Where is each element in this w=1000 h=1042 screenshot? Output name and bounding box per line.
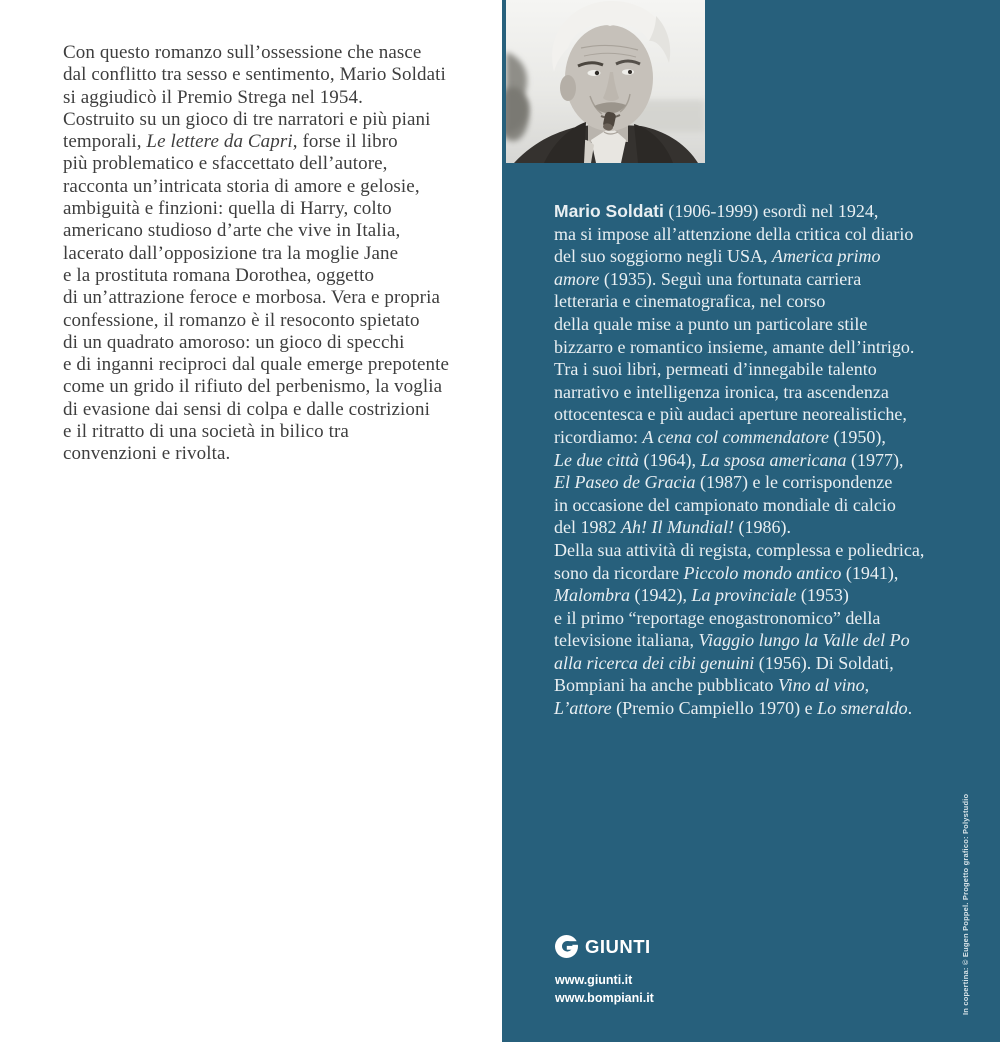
publisher-urls xyxy=(555,971,654,1007)
giunti-g-icon xyxy=(555,935,578,958)
bio-text: Mario Soldati (1906-1999) esordì nel 1924, ma si impose all’attenzione della critica col diario del suo soggiorno negli USA, America primo amore (1935). Seguì una fortunata carriera letteraria e cinematografica, nel corso della quale mise a punto un particolare stile bizzarro e romantico insieme, amante dell’intrigo. Tra i suoi libri, permeati d’innegabile talento narrativo e intelligenza ironica, tra ascendenza ottocentesca e più audaci aperture neorealistiche, ricordiamo: A cena col commendatore (1950), Le due città (1964), La sposa americana (1977), El Paseo de Gracia (1987) e le corrispondenze in occasione del campionato mondiale di calcio del 1982 Ah! Il Mundial! (1986). Della sua attività di regista, complessa e poliedrica, sono da ricordare Piccolo mondo antico (1941), Malombra (1942), La provinciale (1953) e il primo “reportage enogastronomico” della televisione italiana, Viaggio lungo la Valle del Po alla ricerca dei cibi genuini (1956). Di Soldati, Bompiani ha anche pubblicato Vino al vino, L’attore (Premio Campiello 1970) e Lo smeraldo. xyxy=(554,201,925,719)
bio-panel xyxy=(502,0,1000,1042)
synopsis-text: Con questo romanzo sull’ossessione che nasce dal conflitto tra sesso e sentimento, Mario Soldati si aggiudicò il Premio Strega nel 1954. Costruito su un gioco di tre narratori e più piani temporali, Le lettere da Capri, forse il libro più problematico e sfaccettato dell’autore, racconta un’intricata storia di amore e gelosie, ambiguità e finzioni: quella di Harry, colto americano studioso d’arte che vive in Italia, lacerato dall’opposizione tra la moglie Jane e la prostituta romana Dorothea, oggetto di un’attrazione feroce e morbosa. Vera e propria confessione, il romanzo è il resoconto spietato di un quadrato amoroso: un gioco di specchi e di inganni reciproci dal quale emerge prepotente come un grido il rifiuto del perbenismo, la voglia di evasione dai sensi di colpa e dalle costrizioni e il ritratto di una società in bilico tra convenzioni e rivolta. xyxy=(63,42,450,465)
publisher-block xyxy=(555,935,654,1007)
author-photo xyxy=(506,0,705,163)
giunti-url[interactable]: www.giunti.it xyxy=(555,973,633,987)
giunti-logo xyxy=(555,935,654,958)
bompiani-url[interactable]: www.bompiani.it xyxy=(555,991,654,1005)
giunti-brand-label: GIUNTI xyxy=(585,935,651,957)
cover-credit: In copertina: © Eugen Poppel. Progetto grafico: Polystudio xyxy=(961,793,970,1015)
